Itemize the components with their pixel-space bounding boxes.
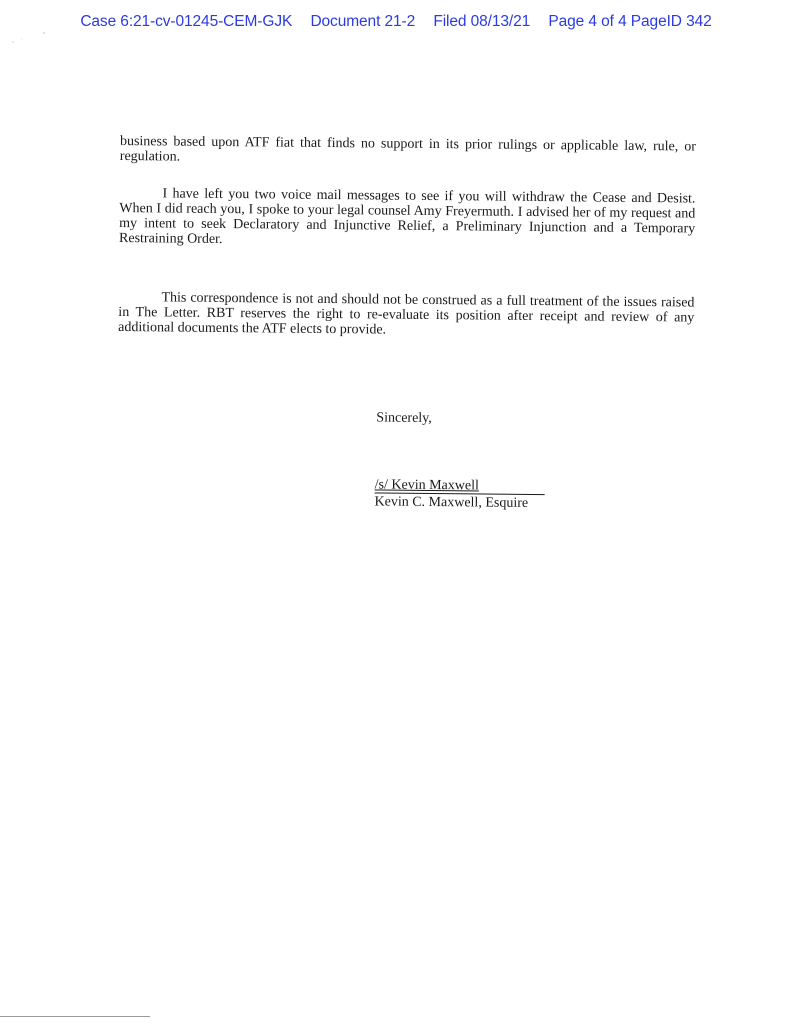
footer-rule [0, 1016, 150, 1017]
filed-date: Filed 08/13/21 [433, 13, 531, 30]
electronic-signature: /s/ Kevin Maxwell [374, 477, 479, 494]
signature-line [375, 477, 545, 495]
closing: Sincerely, [376, 410, 432, 427]
case-number: Case 6:21-cv-01245-CEM-GJK [80, 13, 293, 30]
document-number: Document 21-2 [310, 13, 416, 30]
signer-name: Kevin C. Maxwell, Esquire [374, 494, 529, 511]
paragraph-voicemail: I have left you two voice mail messages to see if you will withdraw the Cease and Desist. When I did reach you, I spoke to your legal counsel Amy Freyermuth. I advised her of my request and my intent to seek Declaratory and Injunctive Relief, a Preliminary Injunction and a Temporary Restraining Order. [118, 186, 696, 247]
paragraph-continuation: business based upon ATF fiat that finds no support in its prior rulings or applicable law, rule, or regulation. [119, 134, 697, 165]
paragraph-disclaimer: This correspondence is not and should not be construed as a full treatment of the issues raised in The Letter. RBT reserves the right to re-evaluate its position after receipt and review of any additional documents the ATF elects to provide. [118, 290, 695, 338]
page-info: Page 4 of 4 PageID 342 [548, 13, 712, 30]
